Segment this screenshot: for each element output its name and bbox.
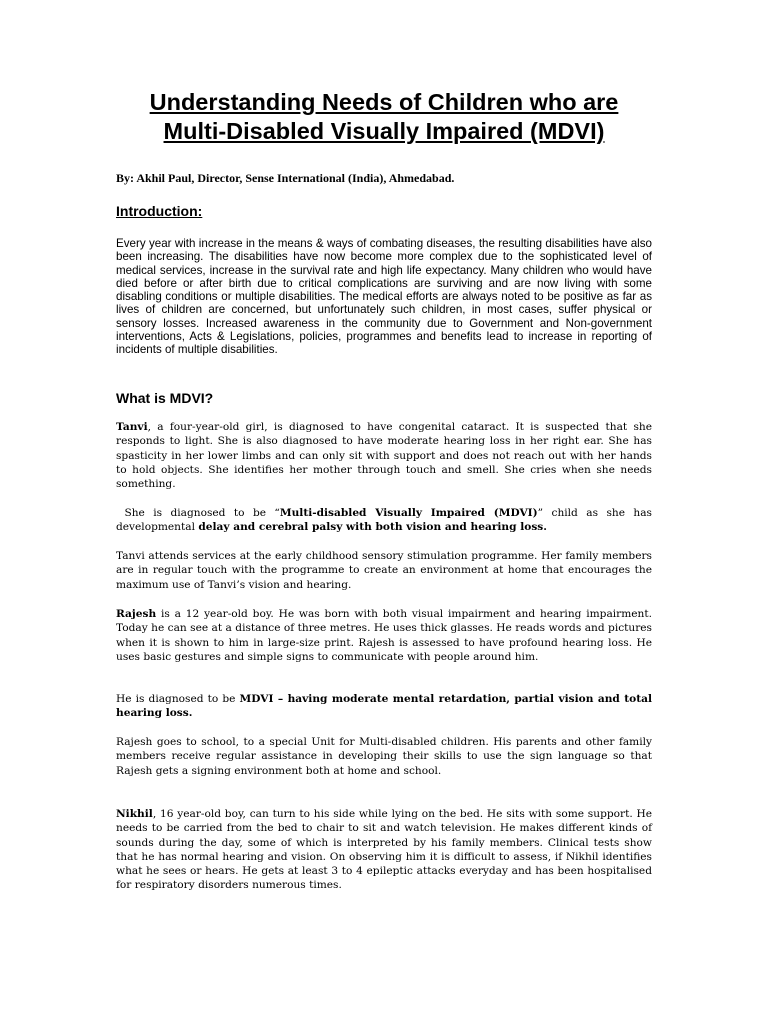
tanvi-diagnosis-bold-a: Multi-disabled Visually Impaired (MDVI) bbox=[279, 507, 538, 519]
rajesh-description-text: is a 12 year-old boy. He was born with both visual impairment and hearing impairment. Today he can see at a distance of three metres. He uses thick glasses. He reads words and pictures when it is shown to him in large-size print. Rajesh is assessed to have profound hearing loss. He uses basic gestures and simple signs to communicate with people around him. bbox=[116, 608, 652, 663]
what-is-mdvi-heading: What is MDVI? bbox=[116, 390, 214, 406]
nikhil-description-text: , 16 year-old boy, can turn to his side while lying on the bed. He sits with some support. He needs to be carried from the bed to chair to sit and watch television. He makes different kinds of sounds during the day, some of which is interpreted by his family members. Clinical tests show that he has normal hearing and vision. On observing him it is difficult to assess, if Nikhil identifies what he sees or hears. He gets at least 3 to 4 epileptic attacks everyday and has been hospitalised for respiratory disorders numerous times. bbox=[116, 808, 652, 892]
nikhil-name: Nikhil bbox=[116, 808, 153, 820]
nikhil-description-paragraph bbox=[116, 807, 652, 893]
rajesh-diagnosis-bold: MDVI – having moderate mental retardation, partial vision and total hearing loss. bbox=[116, 693, 653, 720]
tanvi-name: Tanvi bbox=[116, 421, 148, 433]
tanvi-description-paragraph bbox=[116, 420, 652, 491]
tanvi-diagnosis-paragraph bbox=[116, 506, 652, 535]
introduction-heading: Introduction: bbox=[116, 203, 203, 219]
tanvi-description-text: , a four-year-old girl, is diagnosed to have congenital cataract. It is suspected that she responds to light. She is also diagnosed to have moderate hearing loss in her right ear. She has spasticity in her lower limbs and can only sit with support and does not reach out with her hands to hold objects. She identifies her mother through touch and smell. She cries when she needs something. bbox=[116, 421, 652, 491]
tanvi-diagnosis-bold-b: delay and cerebral palsy with both vision and hearing loss. bbox=[198, 521, 547, 534]
tanvi-diagnosis-text-a: She is diagnosed to be “ bbox=[124, 507, 280, 519]
rajesh-diagnosis-text: He is diagnosed to be bbox=[116, 693, 240, 705]
rajesh-description-paragraph bbox=[116, 607, 652, 664]
rajesh-diagnosis-paragraph bbox=[116, 692, 652, 721]
document-title bbox=[100, 88, 668, 146]
rajesh-school-paragraph: Rajesh goes to school, to a special Unit for Multi-disabled children. His parents and other family members receive regular assistance in developing their skills to use the sign language so that Rajesh gets a signing environment both at home and school. bbox=[116, 736, 652, 777]
title-line-1: Understanding Needs of Children who are bbox=[149, 89, 619, 115]
rajesh-name: Rajesh bbox=[116, 608, 157, 620]
tanvi-diagnosis-text-b: ” child as she has developmental bbox=[116, 507, 652, 534]
title-line-2: Multi-Disabled Visually Impaired (MDVI) bbox=[163, 118, 605, 144]
introduction-paragraph: Every year with increase in the means & ways of combating diseases, the resulting disabilities have also been increasing. The disabilities have now become more complex due to the sophisticated level of medical services, increase in the survival rate and high life expectancy. Many children who would have died before or after birth due to critical complications are surviving and are now living with some disabling conditions or multiple disabilities. The medical efforts are always noted to be positive as far as lives of children are concerned, but unfortunately such children, in most cases, suffer physical or sensory losses. Increased awareness in the community due to Government and Non-government interventions, Acts & Legislations, policies, programmes and benefits lead to increase in reporting of incidents of multiple disabilities. bbox=[116, 237, 652, 357]
author-byline: By: Akhil Paul, Director, Sense International (India), Ahmedabad. bbox=[116, 171, 455, 185]
tanvi-services-paragraph: Tanvi attends services at the early childhood sensory stimulation programme. Her family members are in regular touch with the programme to create an environment at home that encourages the maximum use of Tanvi’s vision and hearing. bbox=[116, 550, 652, 591]
